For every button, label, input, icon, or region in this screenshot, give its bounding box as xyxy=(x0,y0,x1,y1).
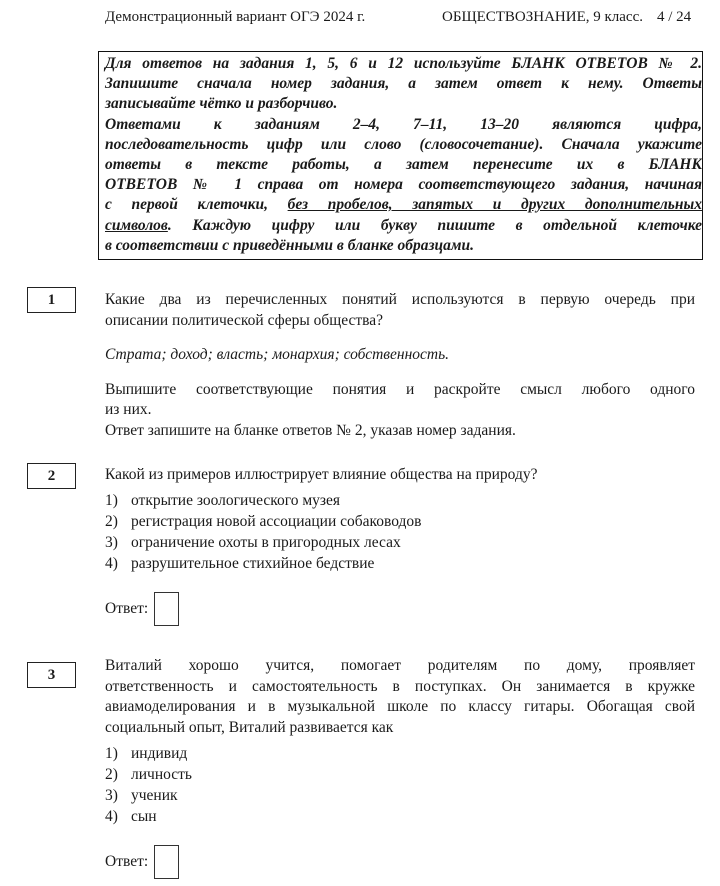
instr-line: в соответствии с приведёнными в бланке образцами. xyxy=(105,236,475,254)
question-number-2: 2 xyxy=(27,463,76,489)
option-4 xyxy=(105,553,695,574)
option-number: 1) xyxy=(105,491,118,509)
question-text: описании политической сферы общества? xyxy=(105,311,383,329)
instr-underlined: символов xyxy=(105,216,168,234)
instr-line: последовательность цифр или слово (словосочетание). Сначала укажите xyxy=(105,135,702,153)
option-2 xyxy=(105,511,695,532)
task-text: из них. xyxy=(105,401,152,418)
subject-and-page xyxy=(442,8,691,26)
question-text: Какие два из перечисленных понятий используются в первую очередь при xyxy=(105,291,695,308)
option-number: 1) xyxy=(105,745,118,762)
option-number: 2) xyxy=(105,512,118,530)
answer-row-3 xyxy=(105,845,179,879)
question-3 xyxy=(105,656,695,827)
question-text: Виталий хорошо учится, помогает родителям по дому, проявляет xyxy=(105,657,695,674)
question-number-1: 1 xyxy=(27,287,76,313)
option-label: личность xyxy=(131,766,192,783)
answer-box-3[interactable] xyxy=(154,845,179,879)
terms-list: Страта; доход; власть; монархия; собственность. xyxy=(105,346,450,363)
exam-title: Демонстрационный вариант ОГЭ 2024 г. xyxy=(105,9,366,25)
instr-text: . Каждую цифру или букву пишите в отдельной клеточке xyxy=(167,216,702,234)
instructions-box xyxy=(98,51,703,260)
option-number: 4) xyxy=(105,554,118,572)
instr-line xyxy=(105,195,702,215)
instr-line: записывайте чётко и разборчиво. xyxy=(105,95,338,113)
instr-line: ОТВЕТОВ № 1 справа от номера соответствующего задания, начиная xyxy=(105,176,702,194)
answer-row-2 xyxy=(105,592,179,626)
question-text: ответственность и самостоятельность в поступках. Он занимается в кружке xyxy=(105,677,695,695)
option-number: 2) xyxy=(105,766,118,783)
instr-underlined: без пробелов, запятых и других дополнительных xyxy=(287,196,702,214)
option-label: сын xyxy=(131,808,157,825)
question-1 xyxy=(105,290,695,441)
option-4 xyxy=(105,806,695,827)
instr-line: Запишите сначала номер задания, а затем ответ к нему. Ответы xyxy=(105,75,702,93)
option-label: ограничение охоты в пригородных лесах xyxy=(131,533,401,551)
question-2 xyxy=(105,465,695,574)
options-list xyxy=(105,743,695,827)
answer-box-2[interactable] xyxy=(154,592,179,626)
answer-label: Ответ: xyxy=(105,853,149,870)
option-3 xyxy=(105,785,695,806)
instr-line: ответы в тексте работы, а затем перенесите их в БЛАНК xyxy=(105,156,702,174)
option-number: 3) xyxy=(105,787,118,804)
option-label: регистрация новой ассоциации собаководов xyxy=(131,512,422,530)
question-text: авиамоделирования и в музыкальной школе по классу гитары. Обогащая свой xyxy=(105,698,695,715)
instr-text: с первой клеточки, xyxy=(105,196,288,214)
instr-line xyxy=(105,216,702,236)
options-list xyxy=(105,490,695,574)
option-label: разрушительное стихийное бедствие xyxy=(131,554,375,572)
question-text: Какой из примеров иллюстрирует влияние общества на природу? xyxy=(105,466,538,483)
option-2 xyxy=(105,764,695,785)
instr-line: Ответами к заданиям 2–4, 7–11, 13–20 являются цифра, xyxy=(105,115,702,133)
option-number: 3) xyxy=(105,533,118,551)
option-3 xyxy=(105,532,695,553)
subject-label: ОБЩЕСТВОЗНАНИЕ, 9 класс. xyxy=(442,9,643,25)
question-number-3: 3 xyxy=(27,662,76,688)
option-label: открытие зоологического музея xyxy=(131,491,341,509)
option-label: ученик xyxy=(131,787,178,804)
option-1 xyxy=(105,490,695,511)
task-text: Ответ запишите на бланке ответов № 2, указав номер задания. xyxy=(105,421,516,439)
page-number: 4 / 24 xyxy=(657,9,692,25)
option-1 xyxy=(105,743,695,764)
instr-line: Для ответов на задания 1, 5, 6 и 12 используйте БЛАНК ОТВЕТОВ № 2. xyxy=(105,55,702,72)
question-text: социальный опыт, Виталий развивается как xyxy=(105,718,394,736)
task-text: Выпишите соответствующие понятия и раскройте смысл любого одного xyxy=(105,380,695,398)
option-number: 4) xyxy=(105,808,118,825)
option-label: индивид xyxy=(131,745,188,762)
answer-label: Ответ: xyxy=(105,600,149,617)
